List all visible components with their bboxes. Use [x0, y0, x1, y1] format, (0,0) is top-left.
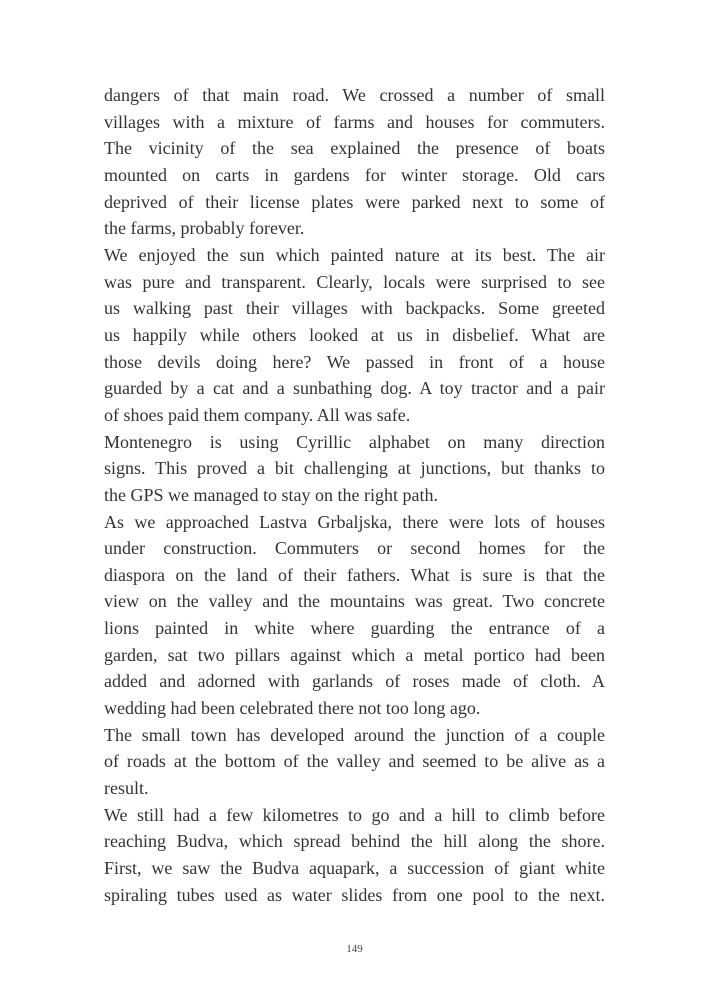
text-line: Montenegro is using Cyrillic alphabet on many direction: [104, 431, 605, 452]
text-line: diaspora on the land of their fathers. What is sure is that the: [104, 564, 605, 585]
text-line: guarded by a cat and a sunbathing dog. A toy tractor and a pair: [104, 378, 605, 399]
text-line: those devils doing here? We passed in front of a house: [104, 351, 605, 372]
text-line: of shoes paid them company. All was safe.: [104, 404, 411, 425]
text-line: We enjoyed the sun which painted nature at its best. The air: [104, 244, 605, 265]
text-line: mounted on carts in gardens for winter storage. Old cars: [104, 164, 605, 185]
text-line: lions painted in white where guarding the entrance of a: [104, 618, 605, 639]
text-line: view on the valley and the mountains was great. Two concrete: [104, 591, 605, 612]
text-line: us happily while others looked at us in disbelief. What are: [104, 324, 605, 345]
body-text: [104, 82, 605, 908]
text-line: villages with a mixture of farms and houses for commuters.: [104, 111, 605, 132]
text-line: the GPS we managed to stay on the right path.: [104, 484, 438, 505]
page-number: 149: [346, 943, 363, 955]
text-line: dangers of that main road. We crossed a number of small: [104, 85, 605, 105]
text-line: The small town has developed around the junction of a couple: [104, 724, 605, 745]
text-line: As we approached Lastva Grbaljska, there were lots of houses: [104, 511, 605, 532]
text-line: reaching Budva, which spread behind the hill along the shore.: [104, 831, 605, 852]
text-line: garden, sat two pillars against which a metal portico had been: [104, 644, 605, 665]
text-line: added and adorned with garlands of roses made of cloth. A: [104, 671, 605, 692]
text-line: under construction. Commuters or second homes for the: [104, 538, 605, 559]
text-line: wedding had been celebrated there not too long ago.: [104, 698, 481, 719]
text-line: the farms, probably forever.: [104, 218, 305, 239]
text-line: result.: [104, 778, 149, 799]
text-line: The vicinity of the sea explained the presence of boats: [104, 138, 605, 159]
text-line: us walking past their villages with backpacks. Some greeted: [104, 298, 605, 319]
text-line: of roads at the bottom of the valley and seemed to be alive as a: [104, 751, 605, 772]
text-line: was pure and transparent. Clearly, locals were surprised to see: [104, 271, 605, 292]
text-line: signs. This proved a bit challenging at junctions, but thanks to: [104, 458, 605, 479]
text-line: First, we saw the Budva aquapark, a succession of giant white: [104, 858, 605, 879]
text-line: spiraling tubes used as water slides from one pool to the next.: [104, 884, 605, 905]
text-line: deprived of their license plates were parked next to some of: [104, 191, 605, 212]
text-line: We still had a few kilometres to go and a hill to climb before: [104, 804, 605, 825]
